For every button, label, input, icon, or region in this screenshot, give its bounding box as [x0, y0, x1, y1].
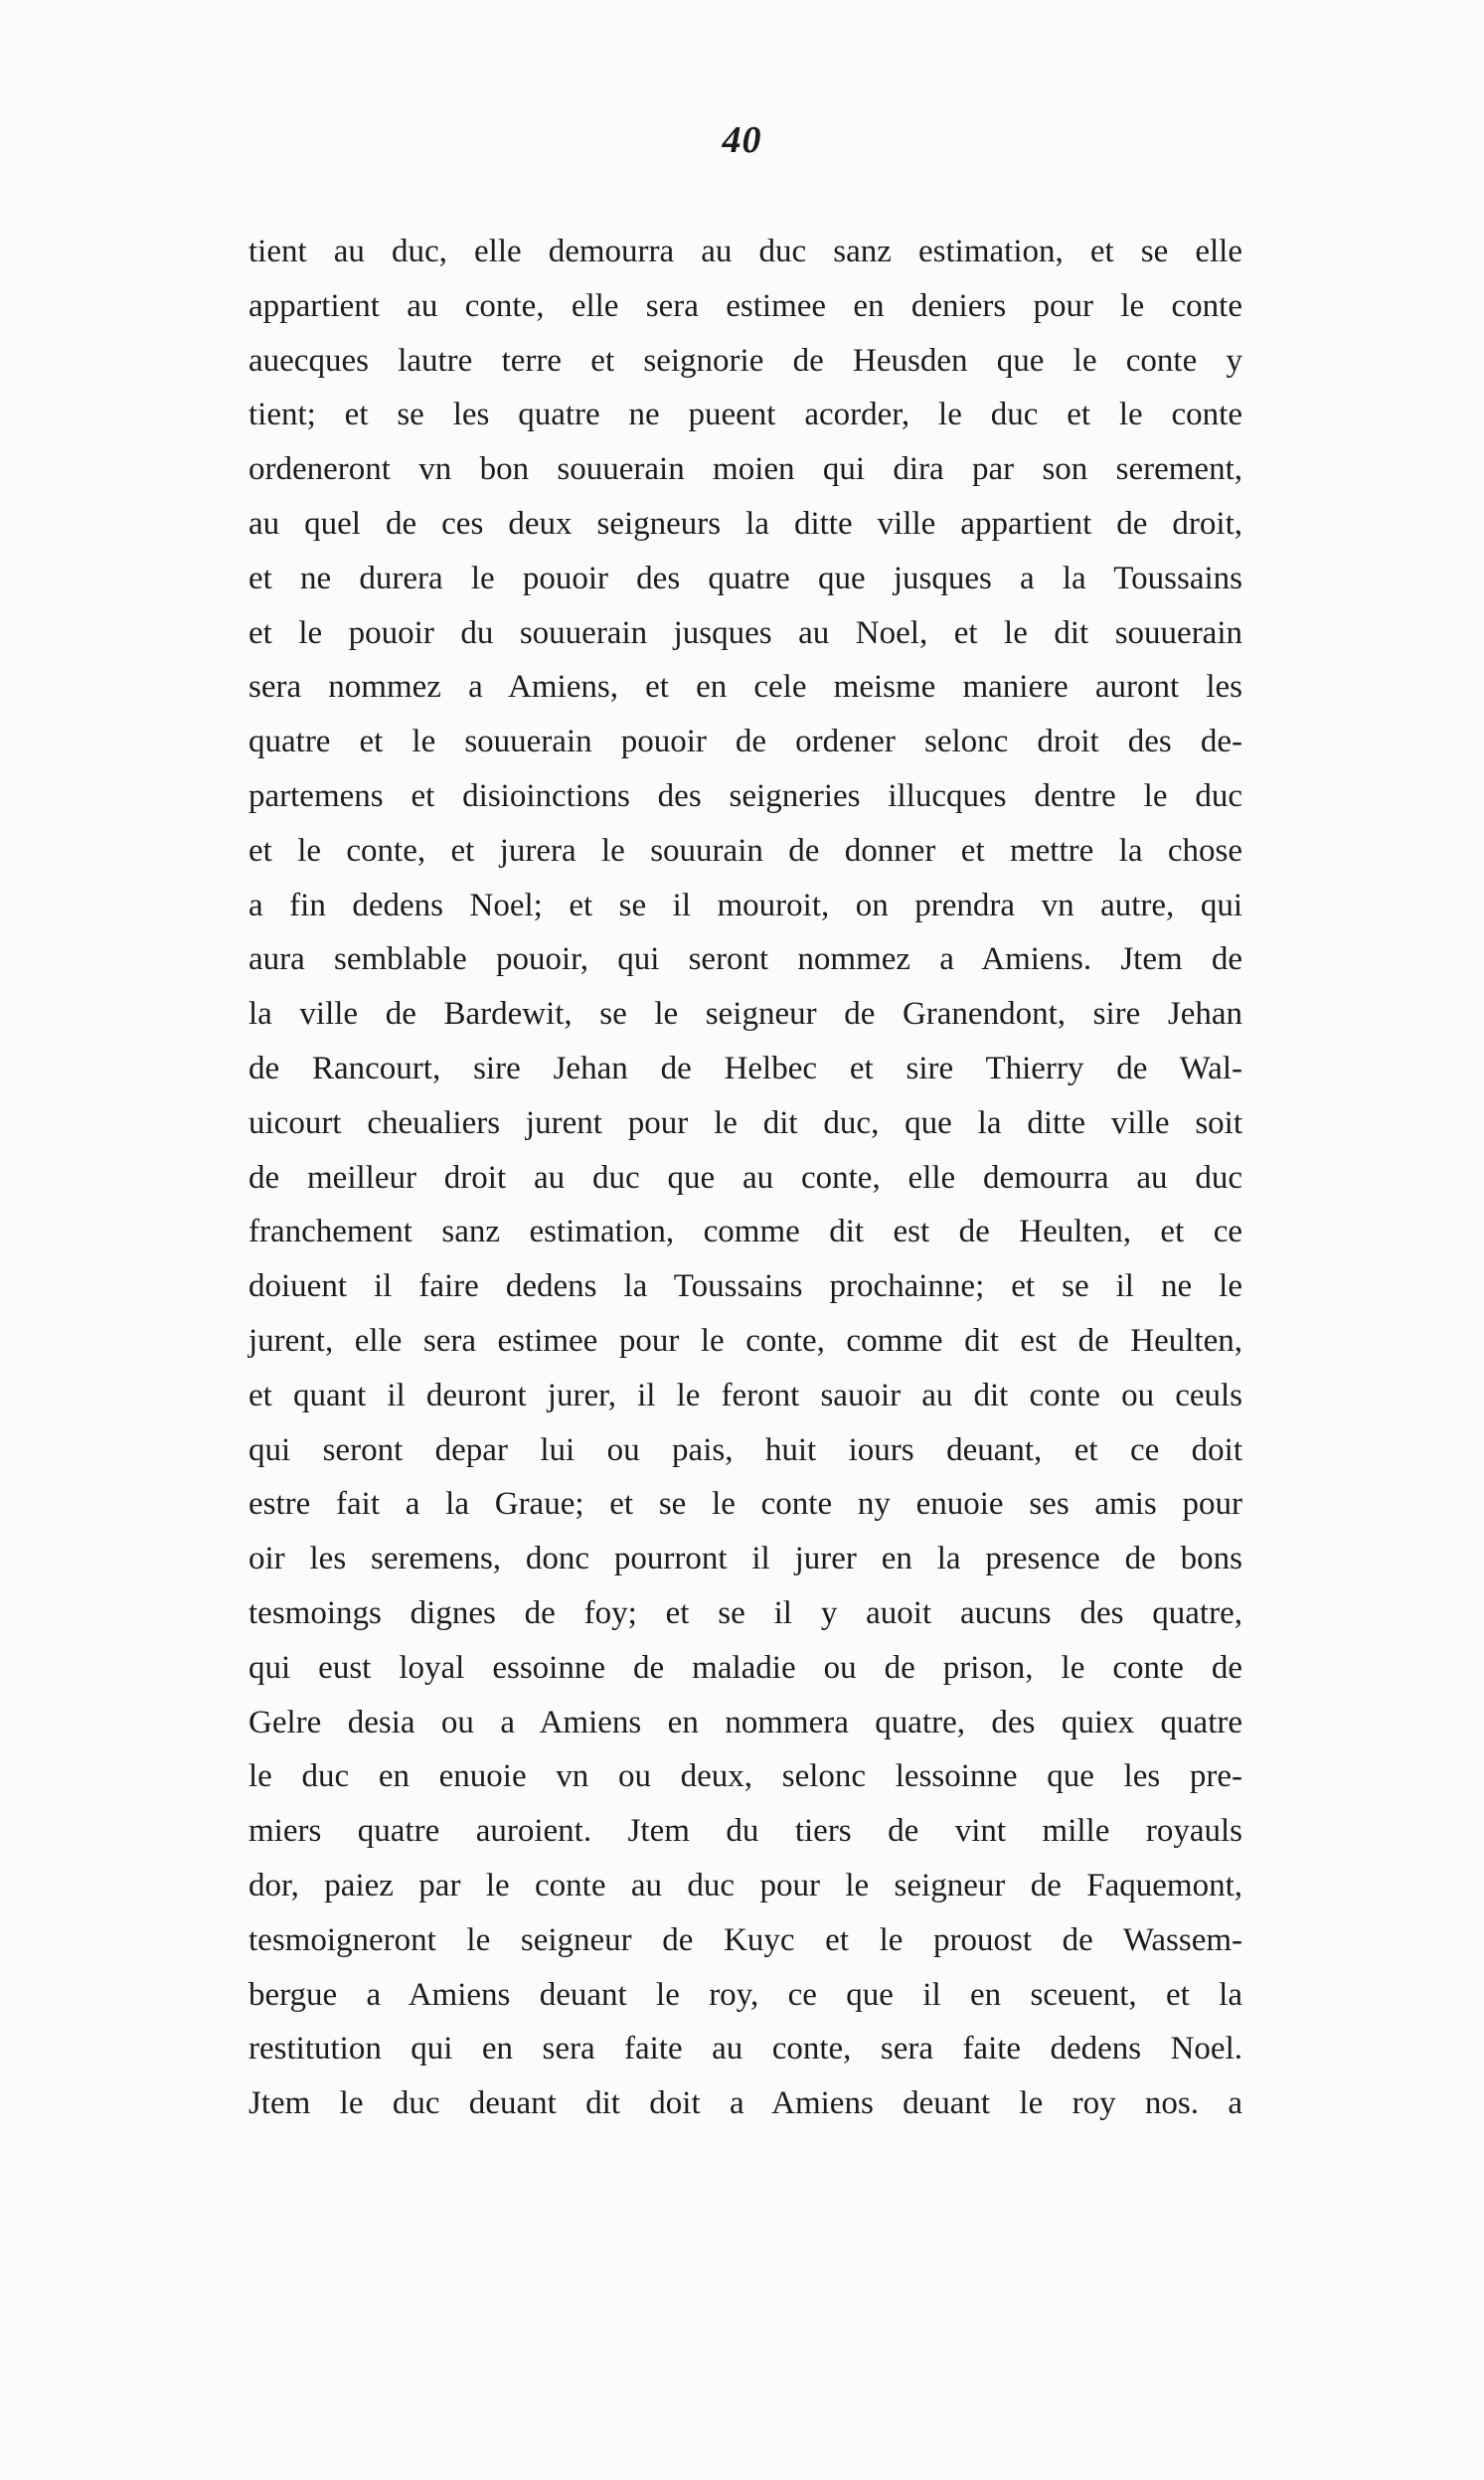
text-line: franchement sanz estimation, comme dit est de Heulten, et ce [248, 1214, 1242, 1250]
text-line: tient au duc, elle demourra au duc sanz estimation, et se elle [248, 234, 1242, 269]
page-number: 40 [722, 119, 762, 161]
text-line: bergue a Amiens deuant le roy, ce que il en sceuent, et la [248, 1976, 1242, 2013]
text-line: et le pouoir du souuerain jusques au Noel, et le dit souuerain [248, 614, 1242, 651]
text-line: aura semblable pouoir, qui seront nommez a Amiens. Jtem de [248, 941, 1242, 978]
text-line: restitution qui en sera faite au conte, sera faite dedens Noel. [248, 2031, 1242, 2067]
text-line: de meilleur droit au duc que au conte, elle demourra au duc [248, 1159, 1242, 1196]
text-line: appartient au conte, elle sera estimee en deniers pour le conte [248, 287, 1242, 324]
text-line: la ville de Bardewit, se le seigneur de Granendont, sire Jehan [248, 996, 1242, 1033]
text-line: dor, paiez par le conte au duc pour le seigneur de Faquemont, [248, 1867, 1242, 1903]
text-line: tient; et se les quatre ne pueent acorder, le duc et le conte [248, 397, 1242, 433]
text-line: quatre et le souuerain pouoir de ordener selonc droit des de- [248, 724, 1242, 760]
text-line: tesmoings dignes de foy; et se il y auoit aucuns des quatre, [248, 1594, 1242, 1631]
text-line: oir les seremens, donc pourront il jurer en la presence de bons [248, 1541, 1242, 1577]
text-line: a fin dedens Noel; et se il mouroit, on prendra vn autre, qui [248, 887, 1242, 923]
text-line: le duc en enuoie vn ou deux, selonc lessoinne que les pre- [248, 1758, 1242, 1795]
text-line: qui seront depar lui ou pais, huit iours deuant, et ce doit [248, 1431, 1242, 1468]
text-line: et ne durera le pouoir des quatre que jusques a la Toussains [248, 560, 1242, 596]
text-line: et quant il deuront jurer, il le feront sauoir au dit conte ou ceuls [248, 1377, 1242, 1413]
text-line: Gelre desia ou a Amiens en nommera quatre, des quiex quatre [248, 1704, 1242, 1740]
text-line: doiuent il faire dedens la Toussains prochainne; et se il ne le [248, 1268, 1242, 1305]
text-line: estre fait a la Graue; et se le conte ny enuoie ses amis pour [248, 1486, 1242, 1523]
body-text [248, 225, 1242, 2131]
text-line: miers quatre auroient. Jtem du tiers de vint mille royauls [248, 1813, 1242, 1850]
text-line: tesmoigneront le seigneur de Kuyc et le prouost de Wassem- [248, 1921, 1242, 1958]
text-line: au quel de ces deux seigneurs la ditte ville appartient de droit, [248, 505, 1242, 542]
text-line: ordeneront vn bon souuerain moien qui dira par son serement, [248, 451, 1242, 488]
text-line: de Rancourt, sire Jehan de Helbec et sire Thierry de Wal- [248, 1050, 1242, 1086]
text-line: Jtem le duc deuant dit doit a Amiens deuant le roy nos. a [248, 2085, 1242, 2122]
text-line: et le conte, et jurera le souurain de donner et mettre la chose [248, 832, 1242, 869]
text-line: jurent, elle sera estimee pour le conte, comme dit est de Heulten, [248, 1322, 1242, 1359]
text-line: auecques lautre terre et seignorie de Heusden que le conte y [248, 342, 1242, 379]
text-line: sera nommez a Amiens, et en cele meisme maniere auront les [248, 669, 1242, 706]
text-line: uicourt cheualiers jurent pour le dit duc, que la ditte ville soit [248, 1104, 1242, 1141]
text-line: qui eust loyal essoinne de maladie ou de prison, le conte de [248, 1649, 1242, 1686]
text-line: partemens et disioinctions des seigneries illucques dentre le duc [248, 777, 1242, 814]
